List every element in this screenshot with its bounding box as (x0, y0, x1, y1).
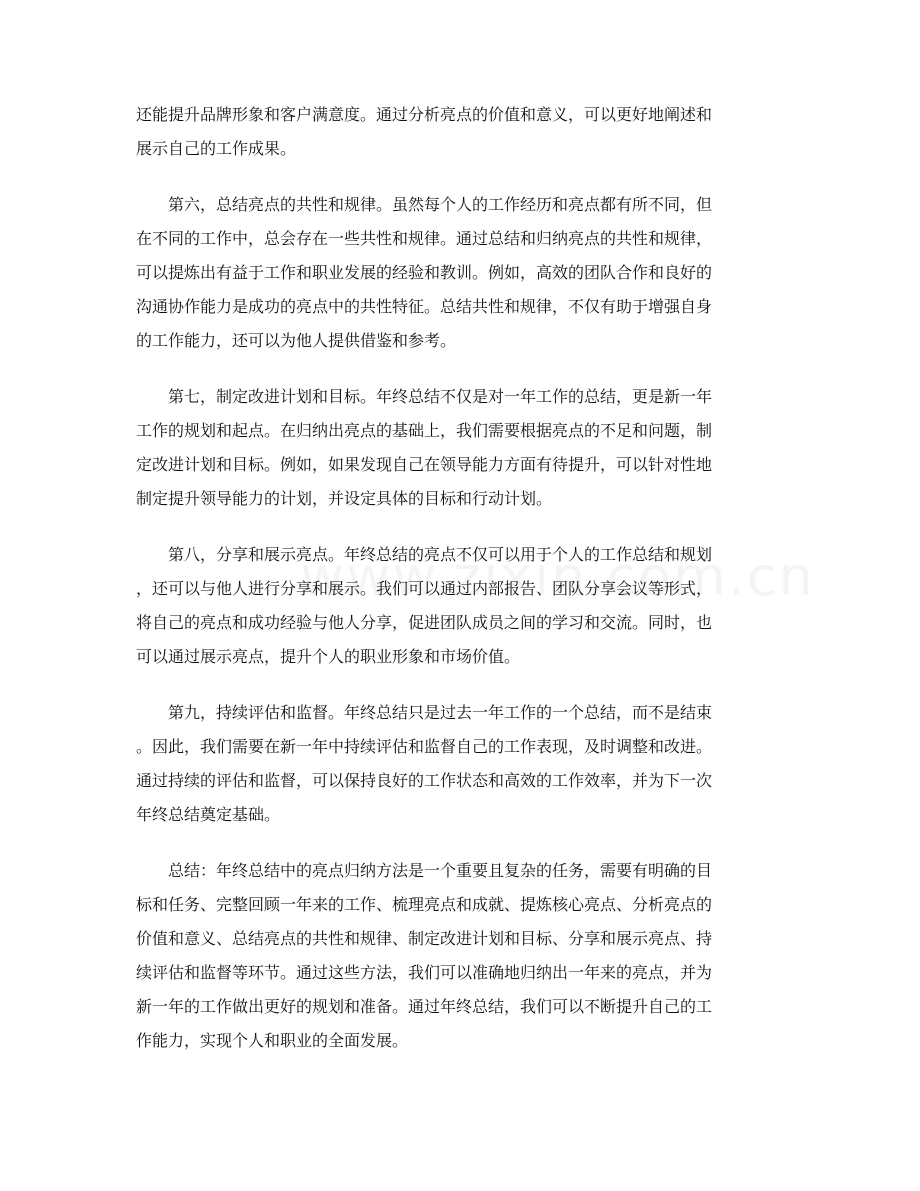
text-line: 工作的规划和起点。在归纳出亮点的基础上，我们需要根据亮点的不足和问题，制 (136, 421, 713, 440)
text-line: 可以提炼出有益于工作和职业发展的经验和教训。例如，高效的团队合作和良好的 (136, 263, 713, 282)
text-line: 标和任务、完整回顾一年来的工作、梳理亮点和成就、提炼核心亮点、分析亮点的 (136, 895, 713, 914)
text-line: 制定提升领导能力的计划，并设定具体的目标和行动计划。 (136, 489, 553, 508)
text-line: 新一年的工作做出更好的规划和准备。通过年终总结，我们可以不断提升自己的工 (136, 997, 713, 1016)
paragraph-continuation (136, 98, 784, 166)
text-line: 第八，分享和展示亮点。年终总结的亮点不仅可以用于个人的工作总结和规划 (136, 545, 713, 564)
text-line: 作能力，实现个人和职业的全面发展。 (136, 1031, 409, 1050)
text-line: 可以通过展示亮点，提升个人的职业形象和市场价值。 (136, 647, 521, 666)
text-line: 将自己的亮点和成功经验与他人分享，促进团队成员之间的学习和交流。同时，也 (136, 613, 713, 632)
text-line: 还能提升品牌形象和客户满意度。通过分析亮点的价值和意义，可以更好地阐述和 (136, 105, 713, 124)
text-line: 通过持续的评估和监督，可以保持良好的工作状态和高效的工作效率，并为下一次 (136, 771, 713, 790)
text-line: 总结：年终总结中的亮点归纳方法是一个重要且复杂的任务，需要有明确的目 (136, 861, 713, 880)
text-line: 第六，总结亮点的共性和规律。虽然每个人的工作经历和亮点都有所不同，但 (136, 195, 713, 214)
text-line: 定改进计划和目标。例如，如果发现自己在领导能力方面有待提升，可以针对性地 (136, 455, 713, 474)
text-line: 续评估和监督等环节。通过这些方法，我们可以准确地归纳出一年来的亮点，并为 (136, 963, 713, 982)
paragraph-eighth (136, 538, 784, 674)
paragraph-seventh (136, 380, 784, 516)
text-line: 第七，制定改进计划和目标。年终总结不仅是对一年工作的总结，更是新一年 (136, 387, 713, 406)
text-line: 第九，持续评估和监督。年终总结只是过去一年工作的一个总结，而不是结束 (136, 703, 713, 722)
text-line: ，还可以与他人进行分享和展示。我们可以通过内部报告、团队分享会议等形式， (136, 579, 713, 598)
document-body (136, 98, 784, 1080)
paragraph-ninth (136, 696, 784, 832)
text-line: 在不同的工作中，总会存在一些共性和规律。通过总结和归纳亮点的共性和规律， (136, 229, 713, 248)
text-line: 的工作能力，还可以为他人提供借鉴和参考。 (136, 331, 457, 350)
text-line: 展示自己的工作成果。 (136, 139, 297, 158)
text-line: 年终总结奠定基础。 (136, 805, 281, 824)
paragraph-conclusion (136, 854, 784, 1058)
text-line: 沟通协作能力是成功的亮点中的共性特征。总结共性和规律，不仅有助于增强自身 (136, 297, 713, 316)
text-line: 价值和意义、总结亮点的共性和规律、制定改进计划和目标、分享和展示亮点、持 (136, 929, 713, 948)
paragraph-sixth (136, 188, 784, 358)
text-line: 。因此，我们需要在新一年中持续评估和监督自己的工作表现，及时调整和改进。 (136, 737, 713, 756)
